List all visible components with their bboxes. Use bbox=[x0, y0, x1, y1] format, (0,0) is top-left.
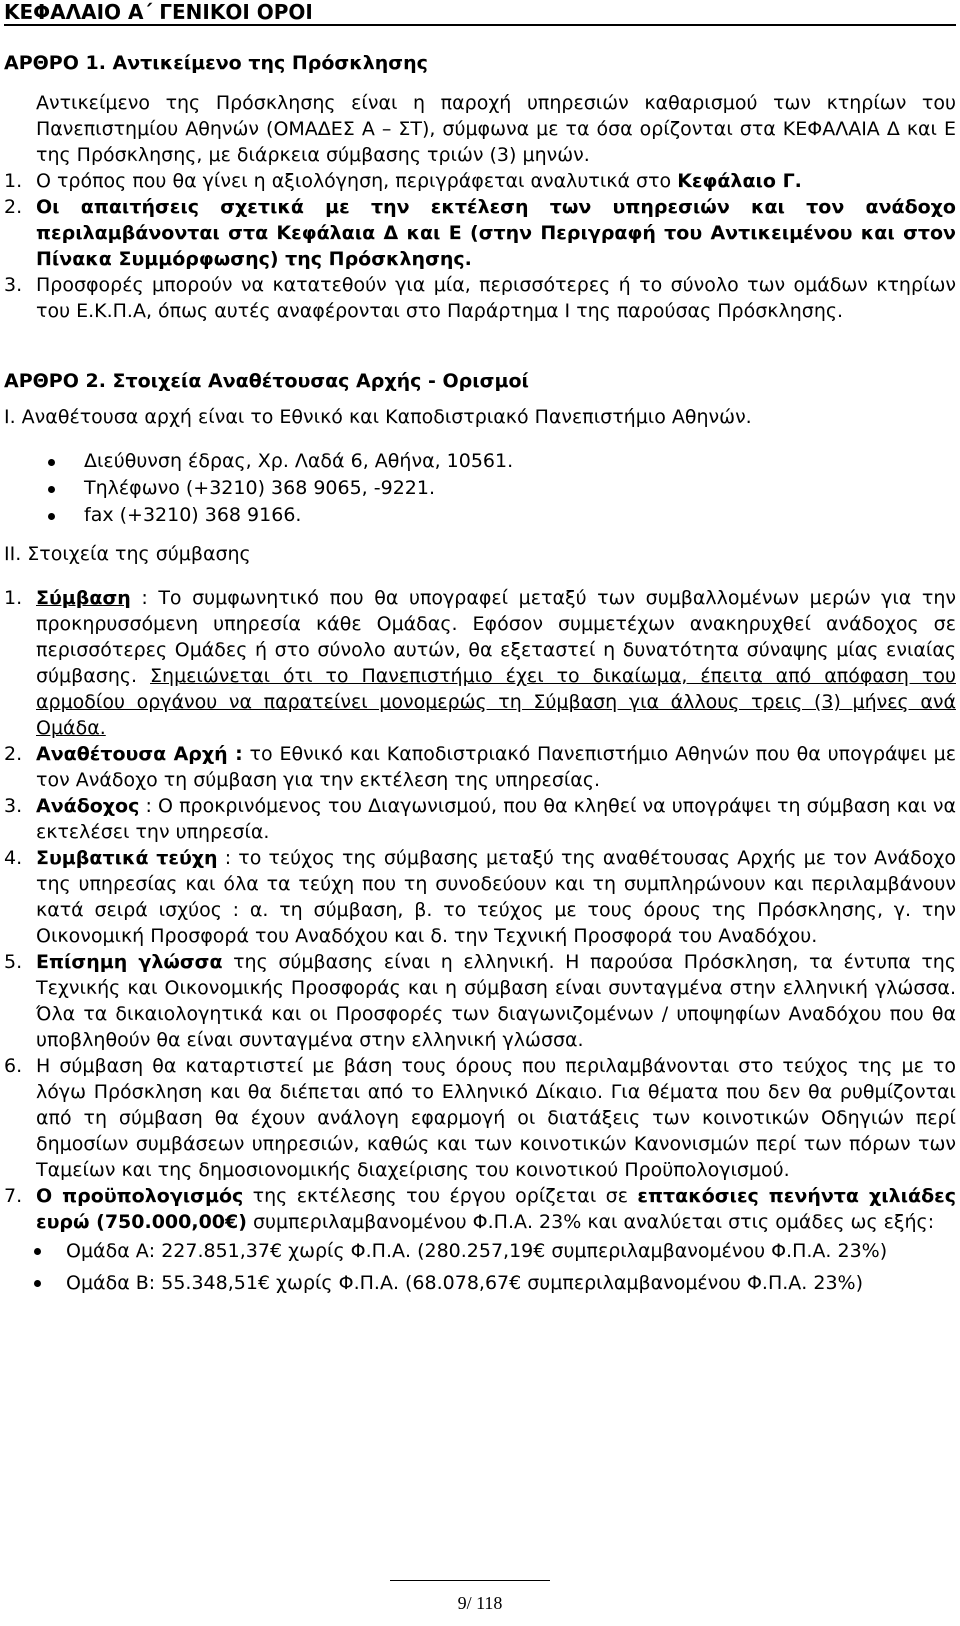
bullet-icon bbox=[34, 1248, 41, 1255]
definition-3 bbox=[4, 793, 956, 845]
bullet-icon bbox=[48, 513, 55, 520]
item-number: 7. bbox=[4, 1185, 23, 1207]
group-budget-item: Ομάδα Α: 227.851,37€ χωρίς Φ.Π.Α. (280.257,19€ συμπεριλαμβανομένου Φ.Π.Α. 23%) bbox=[4, 1235, 956, 1267]
chapter-title: ΚΕΦΑΛΑΙΟ Α΄ ΓΕΝΙΚΟΙ ΟΡΟΙ bbox=[4, 0, 313, 24]
item-text: Οι απαιτήσεις σχετικά με την εκτέλεση των υπηρεσιών και τον ανάδοχο περιλαμβάνονται στα Κεφάλαια Δ και Ε (στην Περιγραφή του Αντικειμένου και στον Πίνακα Συμμόρφωσης) της Πρόσκλησης. bbox=[36, 196, 956, 270]
definition-term: Σύμβαση bbox=[36, 587, 131, 609]
item-number: 4. bbox=[4, 847, 23, 869]
definition-text: το Εθνικό και Καποδιστριακό Πανεπιστήμιο Αθηνών που θα υπογράψει με τον Ανάδοχο τη σύμβαση για την εκτέλεση της υπηρεσίας. bbox=[36, 743, 956, 791]
article-1-item-3 bbox=[4, 272, 956, 324]
definition-term: Αναθέτουσα Αρχή : bbox=[36, 743, 243, 765]
item-bold-ref: Κεφάλαιο Γ. bbox=[677, 170, 802, 192]
item-number: 2. bbox=[4, 743, 23, 765]
item-number: 1. bbox=[4, 170, 23, 192]
definition-5 bbox=[4, 949, 956, 1053]
definition-7 bbox=[4, 1183, 956, 1235]
article-1-title: ΑΡΘΡΟ 1. Αντικείμενο της Πρόσκλησης bbox=[4, 52, 428, 74]
definition-term: Επίσημη γλώσσα bbox=[36, 951, 223, 973]
footer-divider bbox=[390, 1580, 550, 1581]
article-1-item-1 bbox=[4, 168, 956, 194]
item-number: 2. bbox=[4, 196, 23, 218]
article-1-item-2 bbox=[4, 194, 956, 272]
item-text: Ο τρόπος που θα γίνει η αξιολόγηση, περιγράφεται αναλυτικά στο bbox=[36, 170, 678, 192]
section-2-heading: ΙΙ. Στοιχεία της σύμβασης bbox=[4, 543, 251, 565]
article-2-title: ΑΡΘΡΟ 2. Στοιχεία Αναθέτουσας Αρχής - Ορισμοί bbox=[4, 370, 529, 392]
section-1-heading: Ι. Αναθέτουσα αρχή είναι το Εθνικό και Καποδιστριακό Πανεπιστήμιο Αθηνών. bbox=[4, 406, 752, 428]
chapter-header bbox=[4, 0, 956, 26]
definition-text: Η σύμβαση θα καταρτιστεί με βάση τους όρους που περιλαμβάνονται στο τεύχος της με το λόγω Πρόσκληση και θα διέπεται από το Ελληνικό Δίκαιο. Για θέματα που δεν θα ρυθμίζονται από τη σύμβαση θα έχουν ανάλογη εφαρμογή οι διατάξεις των κοινοτικών Οδηγιών περί δημοσίων συμβάσεων υπηρεσιών, καθώς και των κοινοτικών Κανονισμών περί των πόρων των Ταμείων και της δημοσιονομικής διαχείρισης του κοινοτικού Προϋπολογισμού. bbox=[36, 1055, 956, 1181]
definition-text: : Το συμφωνητικό που θα υπογραφεί μεταξύ των συμβαλλομένων μερών για την προκηρυσσόμενη υπηρεσία κάθε Ομάδας. Εφόσον συμμετέχων ανακηρυχθεί ανάδοχος σε περισσότερες Ομάδες ή στο σύνολο αυτών, θα εξεταστεί η δυνατότητα σύναψης μίας ενιαίας σύμβασης. bbox=[36, 587, 956, 687]
definition-term: Ανάδοχος bbox=[36, 795, 140, 817]
definition-note: Σημειώνεται ότι το Πανεπιστήμιο έχει το δικαίωμα, έπειτα από απόφαση του αρμοδίου οργάνου να παρατείνει μονομερώς τη Σύμβαση για άλλους τρεις (3) μήνες ανά Ομάδα. bbox=[36, 665, 956, 739]
definition-text: : Ο προκρινόμενος του Διαγωνισμού, που θα κληθεί να υπογράψει τη σύμβαση και να εκτελέσει την υπηρεσία. bbox=[36, 795, 956, 843]
contact-item: Τηλέφωνο (+3210) 368 9065, -9221. bbox=[4, 475, 956, 502]
contact-item: fax (+3210) 368 9166. bbox=[4, 502, 956, 529]
article-1-intro: Αντικείμενο της Πρόσκλησης είναι η παροχή υπηρεσιών καθαρισμού των κτηρίων του Πανεπιστημίου Αθηνών (ΟΜΑΔΕΣ Α – ΣΤ), σύμφωνα με τα όσα ορίζονται στα ΚΕΦΑΛΑΙΑ Δ και Ε της Πρόσκλησης, με διάρκεια σύμβασης τριών (3) μηνών. bbox=[36, 92, 956, 166]
page-number: 9/ 118 bbox=[457, 1593, 503, 1613]
definition-text: συμπεριλαμβανομένου Φ.Π.Α. 23% και αναλύεται στις ομάδες ως εξής: bbox=[246, 1211, 935, 1233]
definition-1 bbox=[4, 585, 956, 741]
budget-amount: επτακόσιες πενήντα χιλιάδες ευρώ (750.000,00€) bbox=[36, 1185, 956, 1233]
group-budget-list bbox=[4, 1235, 956, 1299]
definition-text: της εκτέλεσης του έργου ορίζεται σε bbox=[243, 1185, 638, 1207]
item-number: 5. bbox=[4, 951, 23, 973]
bullet-icon bbox=[34, 1280, 41, 1287]
definition-term: Συμβατικά τεύχη bbox=[36, 847, 218, 869]
definition-text: : το τεύχος της σύμβασης μεταξύ της αναθέτουσας Αρχής με τον Ανάδοχο της υπηρεσίας και όλα τα τεύχη που τη συνοδεύουν και τη συμπληρώνουν και περιλαμβάνουν κατά σειρά ισχύος : α. τη σύμβαση, β. το τεύχος με τους όρους της Πρόσκλησης, γ. την Οικονομική Προσφορά του Αναδόχου και δ. την Τεχνική Προσφορά του Αναδόχου. bbox=[36, 847, 956, 947]
bullet-icon bbox=[48, 459, 55, 466]
definition-4 bbox=[4, 845, 956, 949]
group-budget-item: Ομάδα Β: 55.348,51€ χωρίς Φ.Π.Α. (68.078,67€ συμπεριλαμβανομένου Φ.Π.Α. 23%) bbox=[4, 1267, 956, 1299]
bullet-icon bbox=[48, 486, 55, 493]
definition-6 bbox=[4, 1053, 956, 1183]
item-number: 3. bbox=[4, 274, 23, 296]
item-text: Προσφορές μπορούν να κατατεθούν για μία, περισσότερες ή το σύνολο των ομάδων κτηρίων του Ε.Κ.Π.Α, όπως αυτές αναφέρονται στο Παράρτημα Ι της παρούσας Πρόσκλησης. bbox=[36, 274, 956, 322]
definition-2 bbox=[4, 741, 956, 793]
item-number: 6. bbox=[4, 1055, 23, 1077]
contact-item: Διεύθυνση έδρας, Χρ. Λαδά 6, Αθήνα, 10561. bbox=[4, 448, 956, 475]
definition-term: Ο προϋπολογισμός bbox=[36, 1185, 244, 1207]
page-content bbox=[4, 50, 956, 1299]
item-number: 3. bbox=[4, 795, 23, 817]
item-number: 1. bbox=[4, 587, 23, 609]
definition-text: της σύμβασης είναι η ελληνική. Η παρούσα Πρόσκληση, τα έντυπα της Τεχνικής και Οικονομικής Προσφοράς και η σύμβαση είναι συνταγμένα στην ελληνική γλώσσα. Όλα τα δικαιολογητικά και οι Προσφορές των διαγωνιζομένων / υποψηφίων Αναδόχου που θα υποβληθούν θα είναι συνταγμένα στην ελληνική γλώσσα. bbox=[36, 951, 957, 1051]
contact-list bbox=[4, 448, 956, 529]
